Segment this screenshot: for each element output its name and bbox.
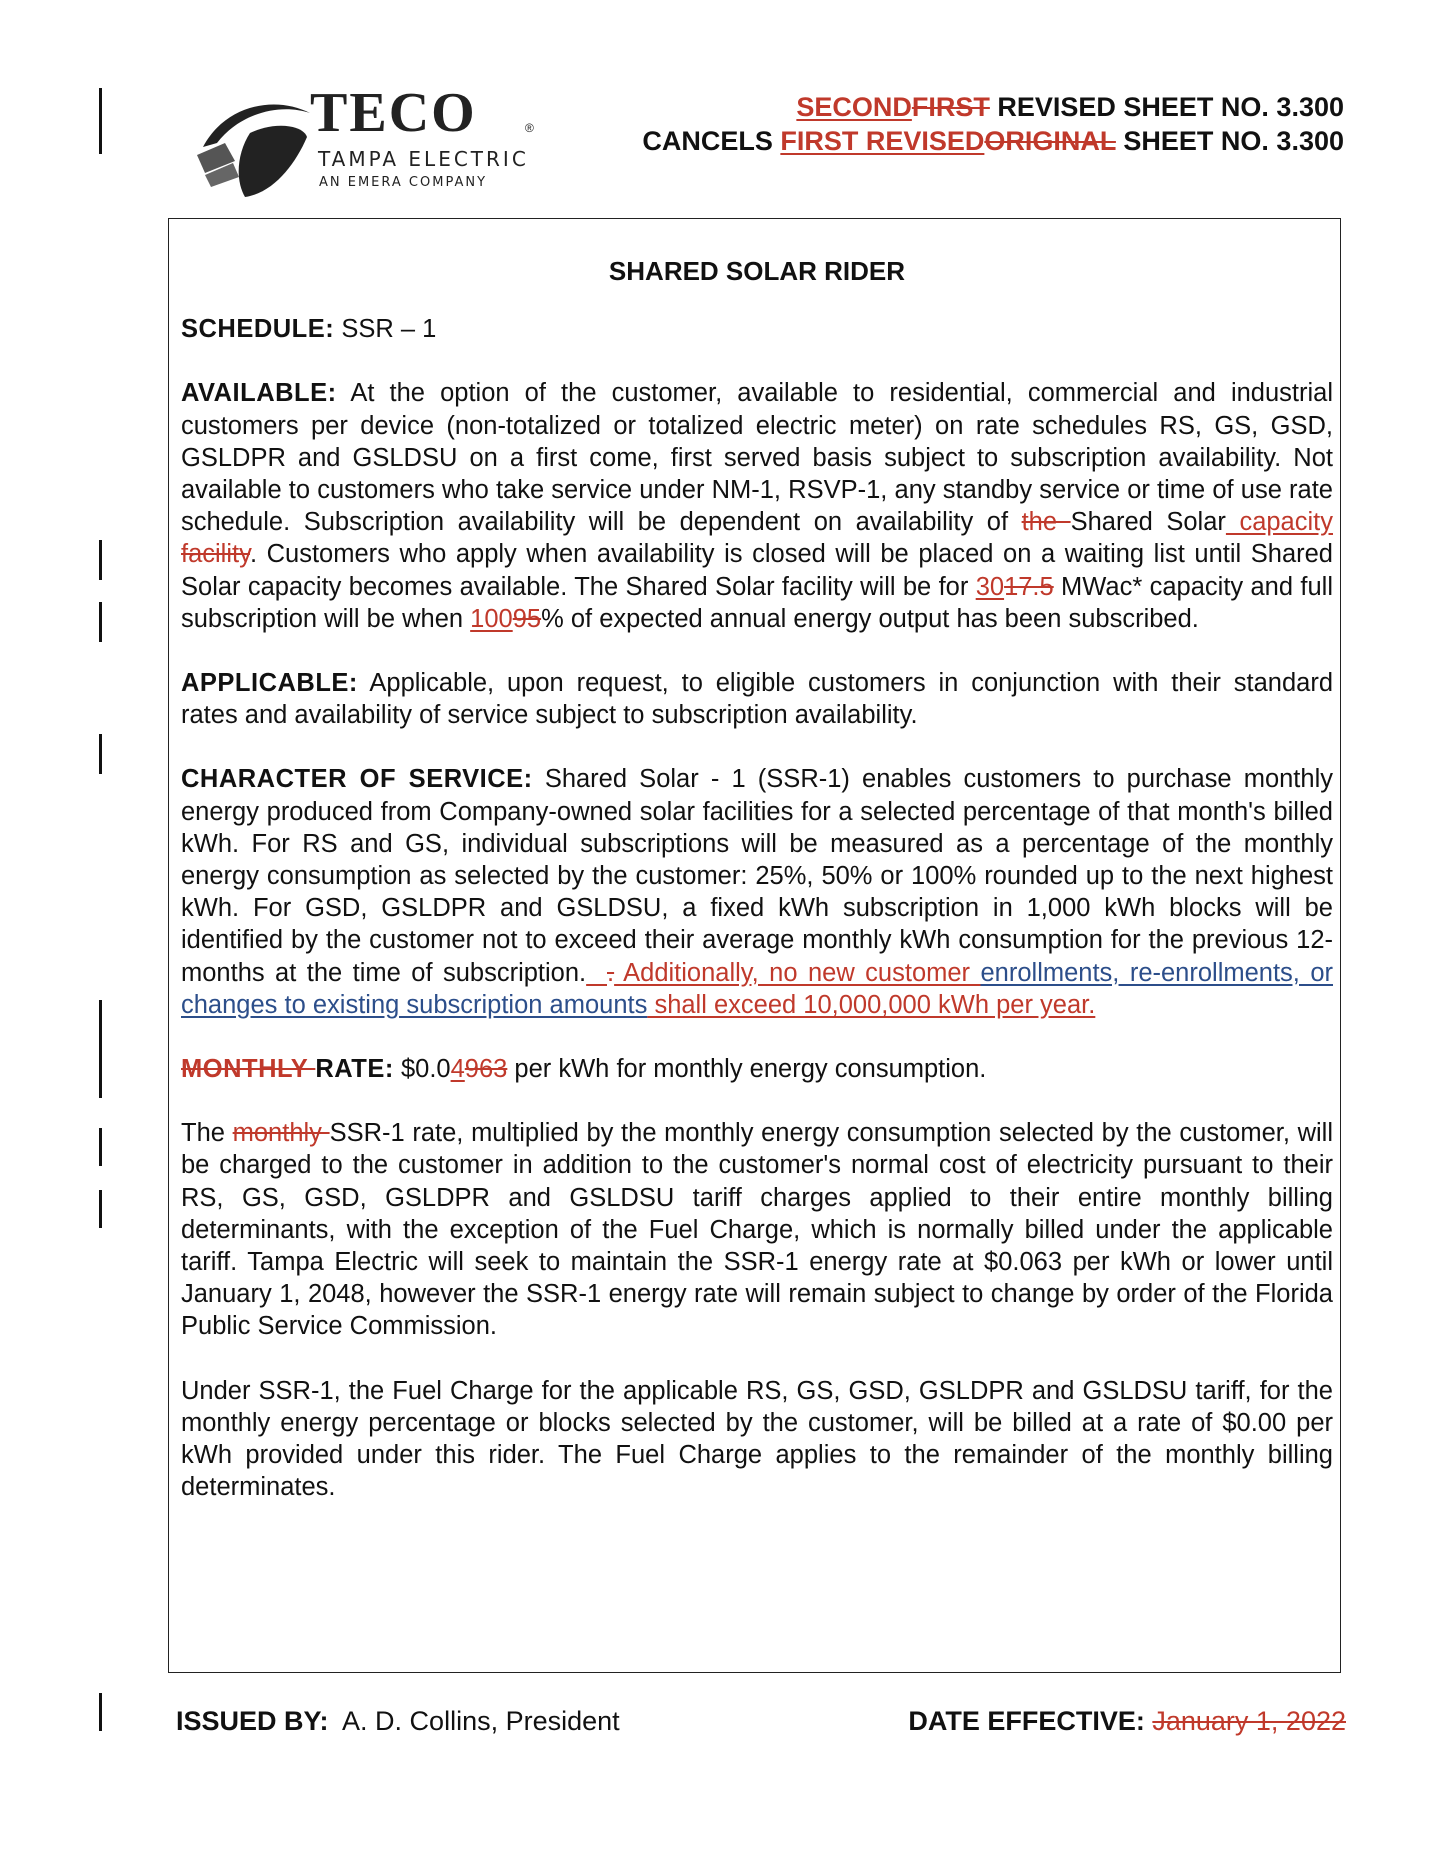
revision-bar (99, 602, 102, 642)
rate-label: RATE: (315, 1055, 394, 1084)
deleted-text: 963 (464, 1055, 508, 1084)
schedule-label: SCHEDULE: (181, 315, 335, 344)
date-effective (908, 1706, 1346, 1737)
document-body (181, 235, 1333, 1536)
fuel-charge-paragraph: Under SSR-1, the Fuel Charge for the applicable RS, GS, GSD, GSLDPR and GSLDSU tariff, for the monthly energy percentage or blocks selected by the customer, will be billed at a rate of $0.00 per kWh provided under this rider. The Fuel Charge applies to the remainder of the monthly billing determinates. (181, 1376, 1333, 1502)
available-label: AVAILABLE: (181, 379, 337, 408)
sheet-line-1-text: REVISED SHEET NO. 3.300 (989, 92, 1344, 122)
schedule-value: SSR – 1 (334, 315, 437, 344)
revision-bar (99, 734, 102, 774)
revision-bar (99, 1000, 102, 1098)
deleted-text: monthly (232, 1119, 330, 1148)
deleted-text: 17.5 (1004, 572, 1054, 601)
text: The (181, 1119, 233, 1148)
text: At the option of the customer, available to residential, commercial and industrial customers per device (non-totalized or totalized electric meter) on rate schedules RS, GS, GSD, GSLDPR and GSLDSU on a first come, first served basis subject to subscription availability. Not available to customers who take service under NM-1, RSVP-1, any standby service or time of use rate schedule. Subscription availability will be dependent on availability of (181, 379, 1333, 537)
deleted-text: facility (181, 540, 250, 569)
sheet-line-2-text: SHEET NO. 3.300 (1115, 126, 1344, 156)
inserted-text: 100 (470, 604, 513, 633)
deleted-text: January 1, 2022 (1152, 1706, 1346, 1736)
deleted-text: FIRST (911, 92, 990, 122)
company-logo (195, 82, 595, 200)
logo-tagline: AN EMERA COMPANY (319, 175, 488, 190)
revision-bar (99, 1128, 102, 1166)
deleted-text: MONTHLY (181, 1055, 316, 1084)
document-footer (176, 1706, 1346, 1746)
deleted-text: the (1021, 508, 1071, 537)
schedule-paragraph (181, 313, 1333, 345)
logo-company-name: TAMPA ELECTRIC (318, 147, 529, 171)
deleted-text: ORIGINAL (984, 126, 1116, 156)
sheet-line-2 (642, 124, 1344, 158)
inserted-text: FIRST REVISED (780, 126, 985, 156)
sheet-line-1 (642, 90, 1344, 124)
logo-wordmark: TECO (310, 82, 477, 144)
character-of-service-paragraph (181, 763, 1333, 1021)
inserted-text: SECOND (796, 92, 912, 122)
revision-bar (99, 88, 102, 154)
text: % of expected annual energy output has been subscribed. (541, 604, 1199, 633)
inserted-text: Additionally, no new customer (614, 958, 981, 987)
revision-bar (99, 540, 102, 580)
inserted-text: enrollments, re-enrollments, or changes to existing subscription amounts (181, 958, 1333, 1019)
sheet-number-header (642, 90, 1344, 158)
monthly-rate-paragraph (181, 1053, 1333, 1085)
inserted-text: capacity (1225, 508, 1333, 537)
registered-mark: ® (525, 121, 534, 135)
date-effective-label: DATE EFFECTIVE: (908, 1706, 1145, 1736)
text: Shared Solar - 1 (SSR-1) enables customers to purchase monthly energy produced from Company-owned solar facilities for a selected percentage of that month's billed kWh. For RS and GS, individual subscriptions will be measured as a percentage of the monthly energy consumption as selected by the customer: 25%, 50% or 100% rounded up to the next highest kWh. For GSD, GSLDPR and GSLDSU, a fixed kWh subscription in 1,000 kWh blocks will be identified by the customer not to exceed their average monthly kWh consumption for the previous 12-months at the time of subscription. (181, 765, 1333, 987)
revision-bar (99, 1190, 102, 1228)
applicable-label: APPLICABLE: (181, 669, 358, 698)
inserted-text: 30 (975, 572, 1005, 601)
available-paragraph (181, 377, 1333, 635)
character-label: CHARACTER OF SERVICE: (181, 765, 533, 794)
rate-description-paragraph (181, 1117, 1333, 1342)
document-title: SHARED SOLAR RIDER (608, 256, 906, 286)
text: per kWh for monthly energy consumption. (507, 1055, 987, 1084)
text: SSR-1 rate, multiplied by the monthly energy consumption selected by the customer, will be charged to the customer in addition to the customer's normal cost of electricity pursuant to their RS, GS, GSD, GSLDPR and GSLDSU tariff charges applied to their entire monthly billing determinants, with the exception of the Fuel Charge, which is normally billed under the applicable tariff. Tampa Electric will seek to maintain the SSR-1 energy rate at $0.063 per kWh or lower until January 1, 2048, however the SSR-1 energy rate will remain subject to change by order of the Florida Public Service Commission. (181, 1119, 1334, 1341)
teco-swoosh-icon (195, 85, 315, 200)
inserted-text: shall exceed 10,000,000 kWh per year. (647, 990, 1096, 1019)
sheet-line-2-prefix: CANCELS (642, 126, 781, 156)
deleted-text: 95 (512, 604, 542, 633)
issued-by-value: A. D. Collins, President (328, 1706, 620, 1736)
inserted-text (586, 959, 607, 987)
text: Shared Solar (1070, 508, 1226, 537)
text: $0.0 (393, 1055, 451, 1084)
issued-by (176, 1706, 620, 1737)
applicable-paragraph (181, 667, 1333, 731)
issued-by-label: ISSUED BY: (176, 1706, 329, 1736)
inserted-text: 4 (450, 1055, 465, 1084)
text: Applicable, upon request, to eligible customers in conjunction with their standard rates and availability of service subject to subscription availability. (181, 669, 1333, 730)
revision-bar (99, 1693, 102, 1731)
deleted-text: . (607, 958, 615, 987)
text: MWac* capacity and full subscription will be when (181, 572, 1333, 633)
text: . Customers who apply when availability is closed will be placed on a waiting list until Shared Solar capacity becomes available. The Shared Solar facility will be for (181, 540, 1333, 601)
